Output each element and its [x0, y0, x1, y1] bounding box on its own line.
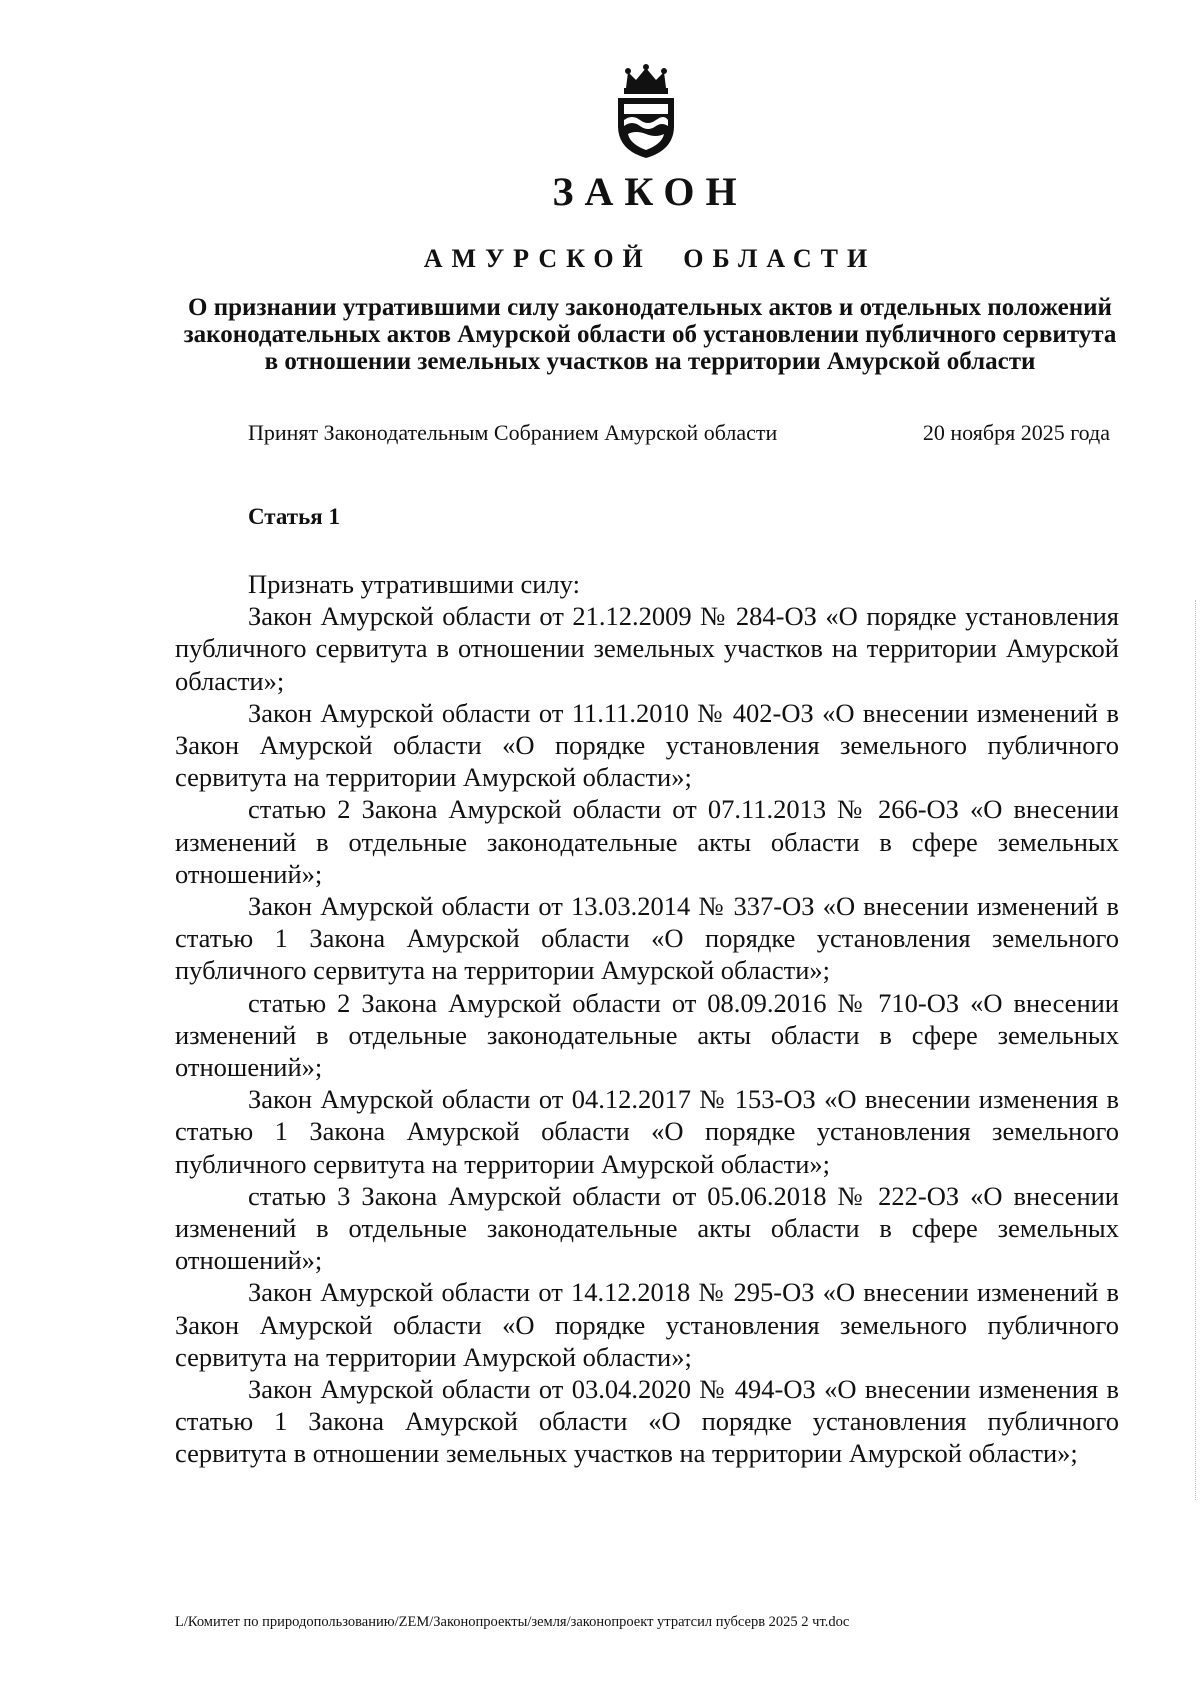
article-intro: Признать утратившими силу:: [248, 569, 580, 599]
region-heading: АМУРСКОЙ ОБЛАСТИ: [423, 244, 877, 273]
adoption-date: 20 ноября 2025 года: [922, 420, 1110, 445]
list-item: Закон Амурской области от 13.03.2014 № 337-ОЗ «О внесении изменений в статью 1 Закона Амурской области «О порядке установления земельного публичного сервитута на территории Амурской области»;: [175, 891, 1119, 986]
list-item: Закон Амурской области от 21.12.2009 № 284-ОЗ «О порядке установления публичного сервитута в отношении земельных участков на территории Амурской области»;: [175, 601, 1119, 696]
list-item: Закон Амурской области от 14.12.2018 № 295-ОЗ «О внесении изменений в Закон Амурской области «О порядке установления земельного публичного сервитута на территории Амурской области»;: [175, 1277, 1119, 1372]
law-subject: О признании утратившими силу законодательных актов и отдельных положений законодательных актов Амурской области об установлении публичного сервитута в отношении земельных участков на территории Амурской области: [183, 294, 1117, 375]
adopted-by: Принят Законодательным Собранием Амурской области: [248, 420, 778, 445]
list-item: статью 3 Закона Амурской области от 05.06.2018 № 222-ОЗ «О внесении изменений в отдельные законодательные акты области в сфере земельных отношений»;: [175, 1180, 1119, 1276]
list-item: Закон Амурской области от 11.11.2010 № 402-ОЗ «О внесении изменений в Закон Амурской области «О порядке установления земельного публичного сервитута на территории Амурской области»;: [175, 697, 1119, 793]
coat-of-arms-emblem: [612, 64, 680, 160]
article-heading: Статья 1: [248, 504, 340, 529]
article-body: [175, 568, 1119, 1470]
file-path-footer: L/Комитет по природопользованию/ZEM/Законопроекты/земля/законопроект утратсил пубсерв 2025 2 чт.doc: [175, 1614, 850, 1630]
list-item: Закон Амурской области от 03.04.2020 № 494-ОЗ «О внесении изменения в статью 1 Закона Амурской области «О порядке установления публичного сервитута в отношении земельных участков на территории Амурской области»;: [175, 1374, 1119, 1469]
list-item: Закон Амурской области от 04.12.2017 № 153-ОЗ «О внесении изменения в статью 1 Закона Амурской области «О порядке установления земельного публичного сервитута на территории Амурской области»;: [175, 1084, 1119, 1179]
scan-edge-line: [1194, 600, 1196, 1500]
list-item: статью 2 Закона Амурской области от 08.09.2016 № 710-ОЗ «О внесении изменений в отдельные законодательные акты области в сфере земельных отношений»;: [175, 987, 1119, 1083]
document-title: ЗАКОН: [552, 169, 748, 214]
list-item: статью 2 Закона Амурской области от 07.11.2013 № 266-ОЗ «О внесении изменений в отдельные законодательные акты области в сфере земельных отношений»;: [175, 794, 1119, 889]
